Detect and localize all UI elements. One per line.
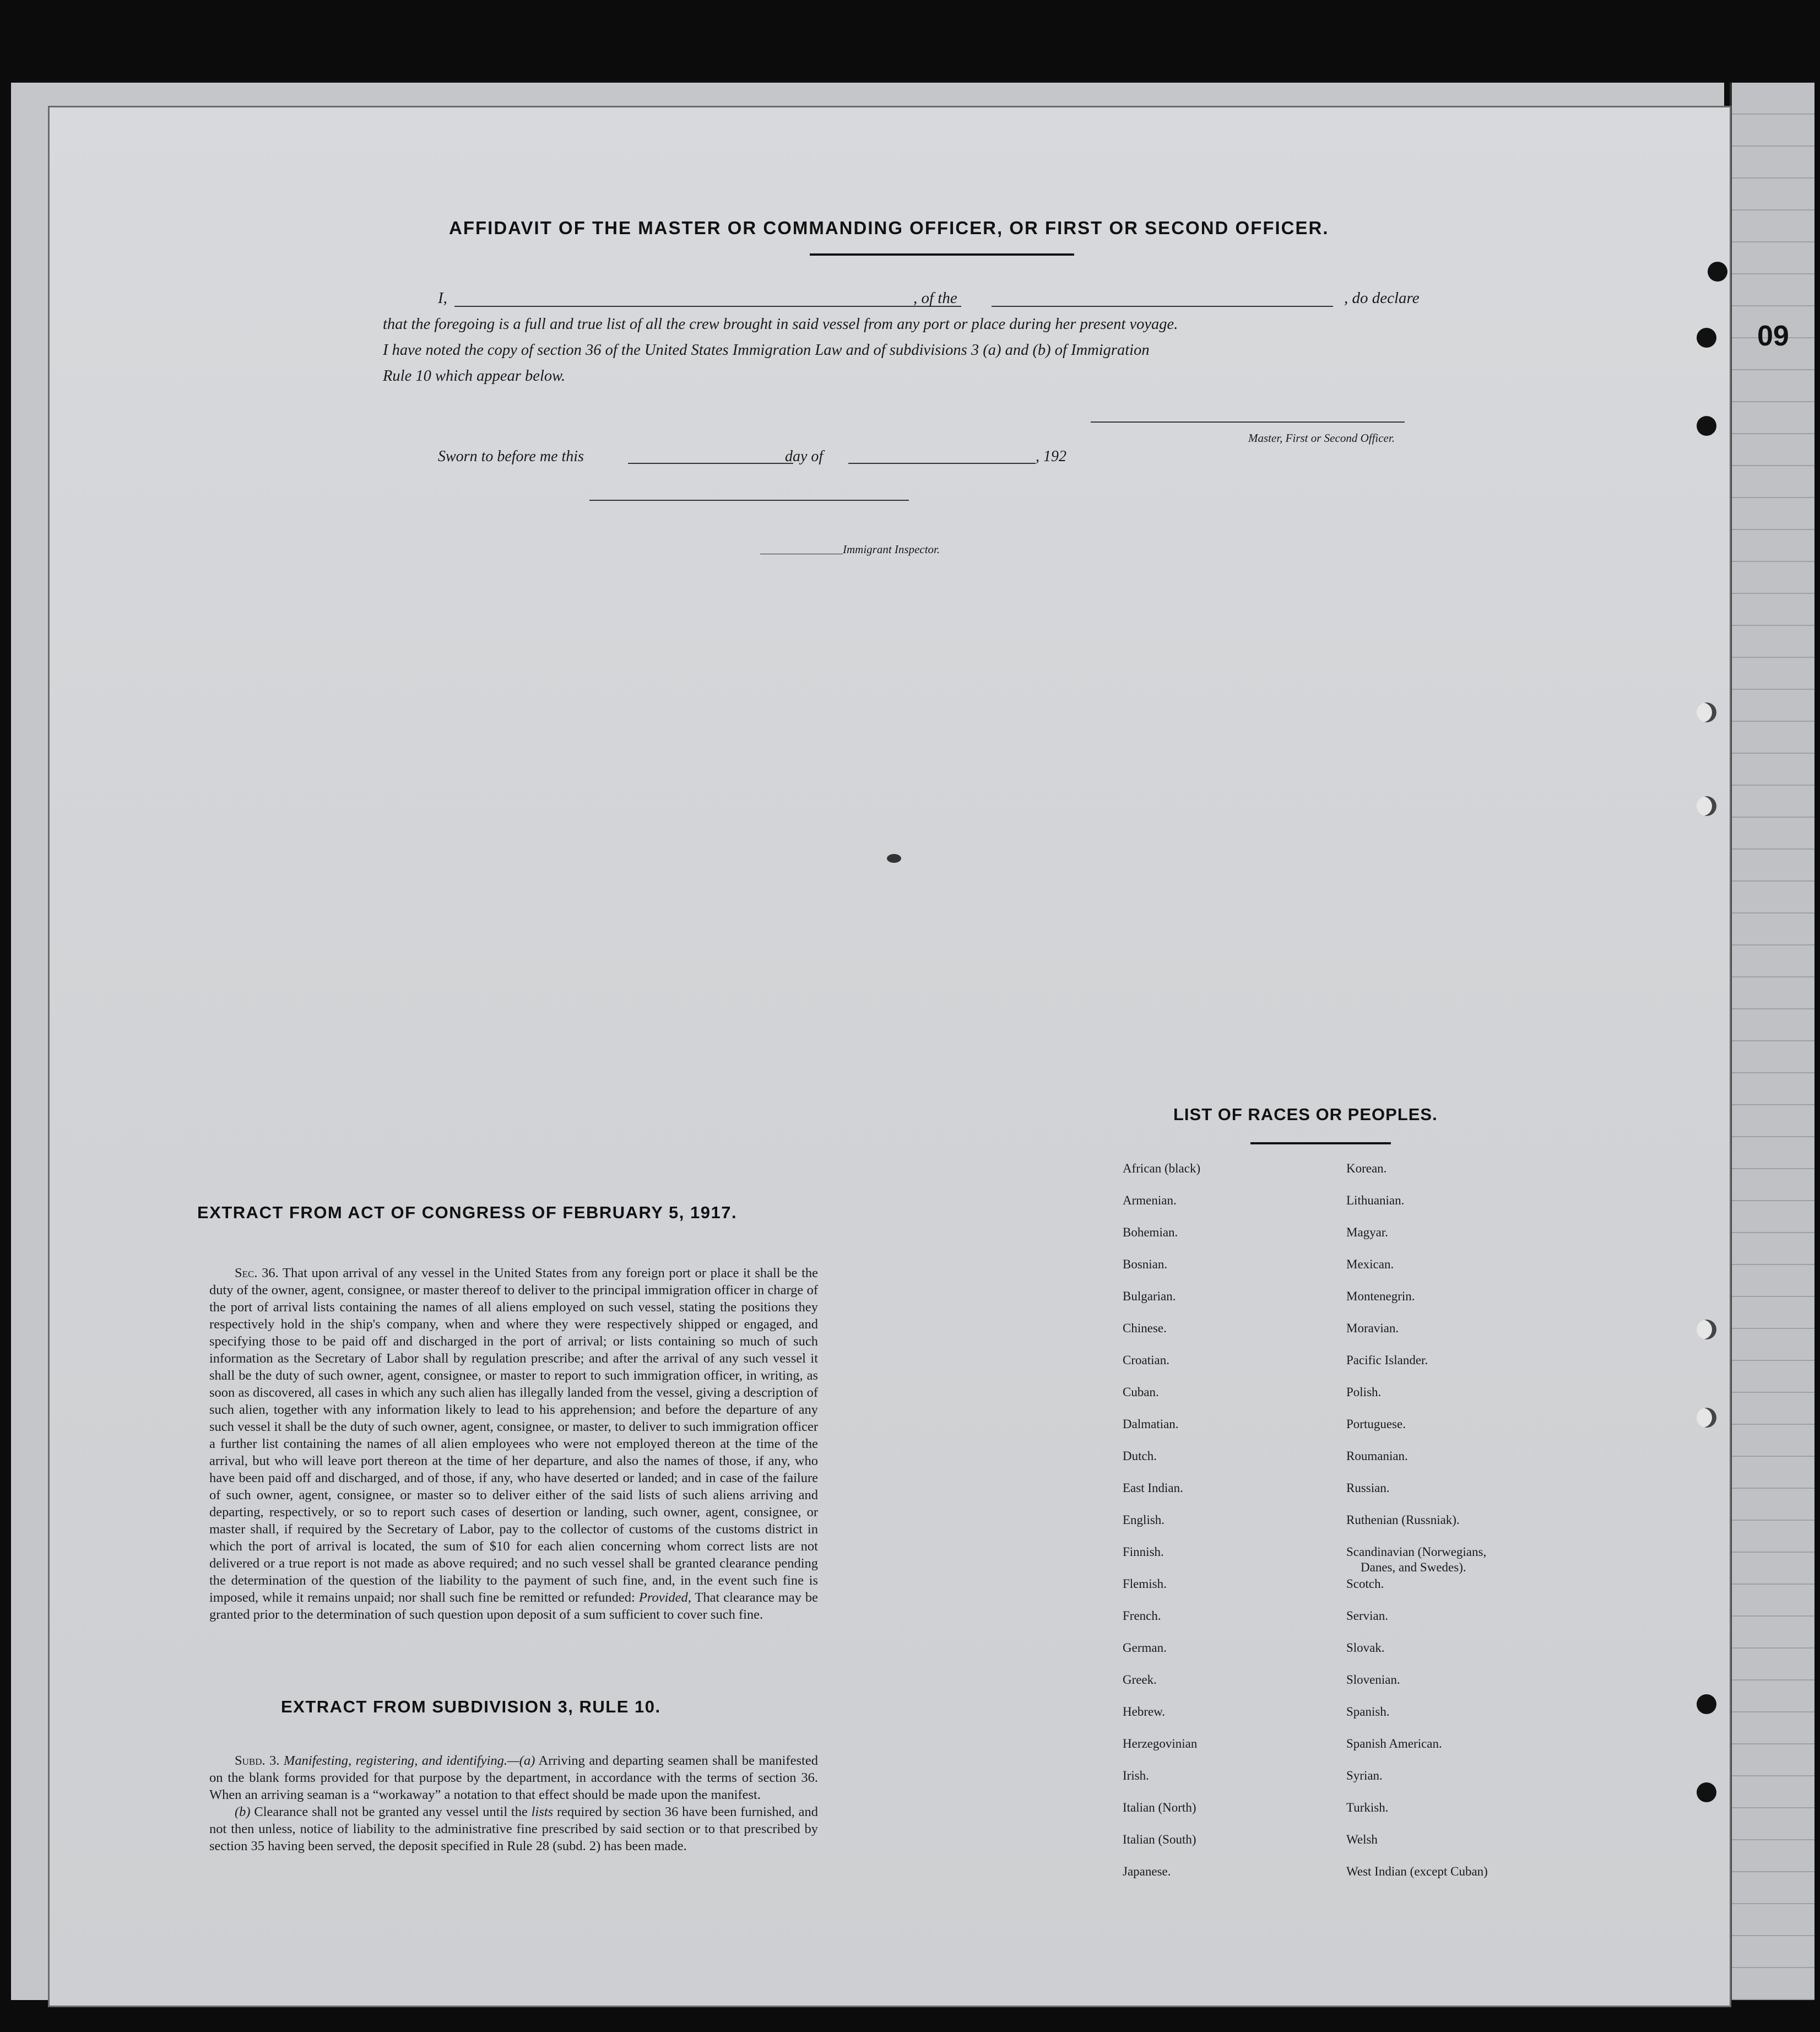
race-item: Pacific Islander. [1346, 1353, 1428, 1367]
punch-hole-icon [1697, 416, 1716, 436]
race-item: Dutch. [1123, 1449, 1157, 1463]
race-item: Spanish. [1346, 1705, 1390, 1718]
race-item: Spanish American. [1346, 1737, 1442, 1750]
subd-text-b1: Clearance shall not be granted any vessel until the [254, 1804, 528, 1819]
subd-3-text [209, 1752, 818, 1855]
punch-hole-icon [1697, 1694, 1716, 1714]
race-item: Japanese. [1123, 1865, 1171, 1878]
race-item: Bulgarian. [1123, 1289, 1176, 1303]
affidavit-do-declare: , do declare [1344, 289, 1420, 307]
race-item: Magyar. [1346, 1225, 1389, 1239]
race-item: English. [1123, 1513, 1165, 1527]
race-item: Portuguese. [1346, 1417, 1406, 1431]
punch-hole-icon [1708, 262, 1727, 282]
race-item: Italian (South) [1123, 1833, 1196, 1846]
race-item: German. [1123, 1641, 1167, 1655]
affidavit-title: AFFIDAVIT OF THE MASTER OR COMMANDING OFFICER, OR FIRST OR SECOND OFFICER. [449, 218, 1329, 238]
subd-a-mark: —(a) [507, 1753, 535, 1768]
race-item: Herzegovinian [1123, 1737, 1198, 1750]
race-item: Syrian. [1346, 1769, 1383, 1782]
races-left-column [1123, 1161, 1200, 1896]
section-36-text [209, 1264, 818, 1623]
sec-label: Sec. 36. [235, 1266, 279, 1280]
race-item: Mexican. [1346, 1257, 1394, 1271]
race-item: Slovak. [1346, 1641, 1385, 1655]
subd-b-mark: (b) [235, 1804, 251, 1819]
inspector-label: Immigrant Inspector. [843, 543, 940, 556]
race-item: Ruthenian (Russniak). [1346, 1513, 1460, 1527]
race-item: Danes, and Swedes). [1361, 1560, 1466, 1574]
act-extract-title: EXTRACT FROM ACT OF CONGRESS OF FEBRUARY 5, 1917. [197, 1203, 738, 1222]
name-line [454, 306, 961, 307]
inspector-signature-line [589, 500, 909, 501]
rule-extract-title: EXTRACT FROM SUBDIVISION 3, RULE 10. [281, 1697, 661, 1716]
sworn-day-line [628, 463, 793, 464]
race-item: Scotch. [1346, 1577, 1384, 1591]
title-underline [810, 253, 1074, 256]
race-item: African (black) [1123, 1161, 1201, 1175]
sec-provided: Provided, [638, 1590, 691, 1605]
ink-spot [887, 854, 901, 863]
race-item: Moravian. [1346, 1321, 1399, 1335]
day-of-label: day of [785, 448, 824, 465]
race-item: Flemish. [1123, 1577, 1167, 1591]
race-item: Armenian. [1123, 1193, 1177, 1207]
affidavit-line-2: that the foregoing is a full and true list of all the crew brought in said vessel from any port or place during her present voyage. [383, 316, 1178, 333]
race-item: Croatian. [1123, 1353, 1169, 1367]
vessel-line [992, 306, 1333, 307]
races-title: LIST OF RACES OR PEOPLES. [1173, 1105, 1438, 1124]
race-item: Turkish. [1346, 1801, 1389, 1814]
races-title-underline [1250, 1142, 1391, 1144]
punch-hole-icon [1697, 1408, 1716, 1428]
race-item: Welsh [1346, 1833, 1378, 1846]
race-item: Greek. [1123, 1673, 1157, 1687]
sec-text-a: That upon arrival of any vessel in the United States from any foreign port or place it shall be the duty of the owner, agent, consignee, or master thereof to deliver to the principal immigration officer in charge of the port of arrival lists containing the names of all aliens employed on such vessel, stating the positions they respectively hold in the ship's company, when and where they were respectively shipped or engaged, and specifying those to be paid off and discharged in the port of arrival; or lists containing so much of such information as the Secretary of Labor shall by regulation prescribe; and after the arrival of any such vessel it shall be the duty of such owner, agent, consignee, or master to report to such immigration officer, in writing, as soon as discovered, all cases in which any such alien has illegally landed from the vessel, giving a description of such alien, together with any information likely to lead to his apprehension; and before the departure of any such vessel it shall be the duty of such owner, agent, consignee, or master, to deliver to such immigration officer a further list containing the names of all alien employees who were not employed thereon at the time of the arrival, but who will leave port thereon at the time of her departure, and also the names of those, if any, who have been paid off and discharged, and of those, if any, who have deserted or landed; and in case of the failure of such owner, agent, consignee, or master so to deliver either of the said lists of such aliens arriving and departing, respectively, or so to report such cases of desertion or landing, such owner, agent, consignee, or master shall, if required by the Secretary of Labor, pay to the collector of customs of the customs district in which the port of arrival is located, the sum of $10 for each alien concerning whom correct lists are not delivered or a true report is not made as above required; and no such vessel shall be granted clearance pending the determination of the question of the liability to the payment of such fine, and, in the event such fine is imposed, while it remains unpaid; nor shall such fine be remitted or refunded: [209, 1266, 818, 1605]
race-item: Cuban. [1123, 1385, 1159, 1399]
race-item: Lithuanian. [1346, 1193, 1405, 1207]
race-item: Bosnian. [1123, 1257, 1168, 1271]
race-item: Russian. [1346, 1481, 1390, 1495]
race-item: Korean. [1346, 1161, 1387, 1175]
affidavit-line-4: Rule 10 which appear below. [383, 368, 566, 385]
page-number-edge: 09 [1757, 320, 1789, 352]
punch-hole-icon [1697, 702, 1716, 722]
affidavit-i: I, [438, 289, 447, 307]
master-signature-line [1091, 421, 1405, 423]
race-item: Polish. [1346, 1385, 1382, 1399]
race-item: Dalmatian. [1123, 1417, 1179, 1431]
punch-hole-icon [1697, 1320, 1716, 1339]
year-label: , 192 [1036, 448, 1066, 465]
race-item: Montenegrin. [1346, 1289, 1415, 1303]
race-item: Bohemian. [1123, 1225, 1178, 1239]
race-item: Italian (North) [1123, 1801, 1196, 1814]
race-item: Servian. [1346, 1609, 1389, 1623]
race-item: Scandinavian (Norwegians, [1346, 1545, 1487, 1559]
race-item: French. [1123, 1609, 1161, 1623]
sec-text-b: That clearance may be granted prior to the determination of such question upon deposit of a sum sufficient to cover such fine. [209, 1590, 818, 1622]
subd-label: Subd. 3. [235, 1753, 280, 1768]
master-label: Master, First or Second Officer. [1248, 431, 1395, 445]
punch-hole-icon [1697, 328, 1716, 348]
subd-italic: Manifesting, registering, and identifying. [283, 1753, 507, 1768]
race-item: Slovenian. [1346, 1673, 1400, 1687]
race-item: Irish. [1123, 1769, 1149, 1782]
affidavit-of-the: , of the [913, 289, 957, 307]
sworn-month-line [848, 463, 1036, 464]
race-item: East Indian. [1123, 1481, 1183, 1495]
subd-text-b2: required by section 36 have been furnished, and not then unless, notice of liability to the administrative fine prescribed by said section or to that prescribed by section 35 having been served, the deposit specified in Rule 28 (subd. 2) has been made. [209, 1804, 819, 1853]
subd-lists-word: lists [531, 1804, 554, 1819]
race-item: Chinese. [1123, 1321, 1167, 1335]
affidavit-line-3: I have noted the copy of section 36 of the United States Immigration Law and of subdivisions 3 (a) and (b) of Immigration [383, 342, 1150, 359]
races-right-column [1346, 1161, 1488, 1896]
punch-hole-icon [1697, 796, 1716, 816]
race-item: Finnish. [1123, 1545, 1164, 1559]
subd-text-a: Arriving and departing seamen shall be manifested on the blank forms provided for that purpose by the department, in accordance with the terms of section 36. When an arriving seaman is a “workaway” a notation to that effect should be made upon the manifest. [209, 1753, 818, 1802]
affidavit-page [50, 107, 1730, 2006]
race-item: West Indian (except Cuban) [1346, 1865, 1488, 1878]
sworn-label: Sworn to before me this [438, 448, 584, 465]
punch-hole-icon [1697, 1782, 1716, 1802]
race-item: Roumanian. [1346, 1449, 1408, 1463]
back-sheet-edge [1730, 83, 1814, 2000]
race-item: Hebrew. [1123, 1705, 1166, 1718]
